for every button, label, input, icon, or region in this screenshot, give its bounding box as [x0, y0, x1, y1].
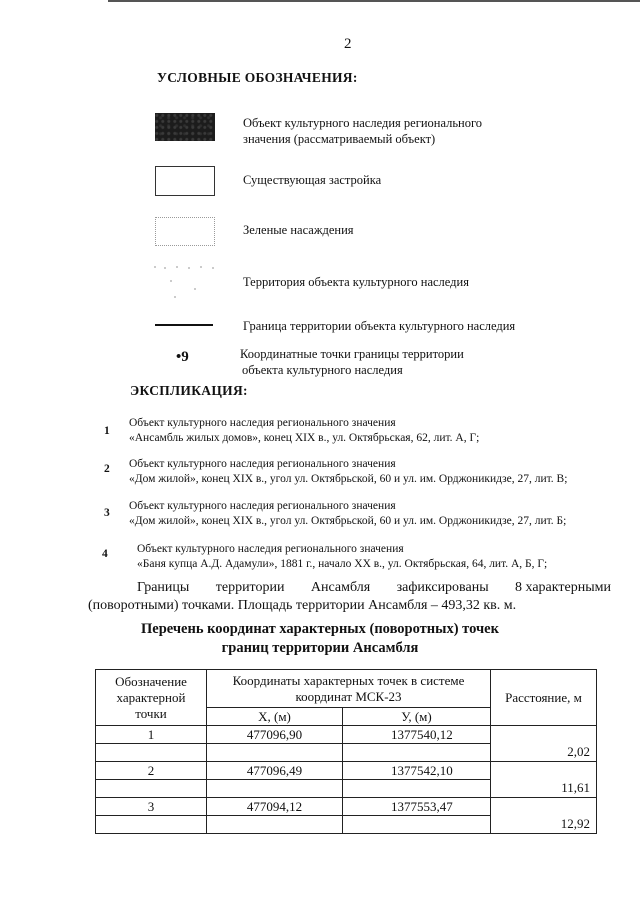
coordinates-table — [95, 669, 597, 834]
explication-number: 3 — [104, 507, 110, 519]
x-cell: 477094,12 — [207, 798, 343, 816]
y-cell: 1377540,12 — [343, 726, 491, 744]
x-cell: 477096,49 — [207, 762, 343, 780]
explication-number: 2 — [104, 463, 110, 475]
heritage-territory-swatch — [150, 262, 218, 302]
table-row — [96, 726, 597, 744]
explication-item: Объект культурного наследия регионального значения «Баня купца А.Д. Адамули», 1881 г., начало XX в., ул. Октябрьская, 64, лит. А, Б, Г; — [137, 543, 548, 570]
point-cell: 3 — [96, 798, 207, 816]
legend-item-heritage-object: Объект культурного наследия регионального значения (рассматриваемый объект) — [243, 116, 483, 146]
table-row — [96, 744, 597, 762]
existing-buildings-swatch — [155, 166, 215, 196]
distance-cell: 2,02 — [491, 744, 597, 762]
header-x: X, (м) — [207, 708, 343, 726]
paragraph-line-2: (поворотными) точками. Площадь территории Ансамбля – 493,32 кв. м. — [88, 598, 517, 613]
distance-cell: 11,61 — [491, 780, 597, 798]
table-row — [96, 816, 597, 834]
explication-item: Объект культурного наследия регионального значения «Дом жилой», конец XIX в., угол ул. Октябрьской, 60 и ул. им. Орджоникидзе, 27, лит. В; — [129, 458, 568, 485]
territory-boundary-swatch — [155, 324, 213, 326]
explication-item: Объект культурного наследия регионального значения «Ансамбль жилых домов», конец XIX в., ул. Октябрьская, 62, лит. А, Г; — [129, 417, 480, 444]
legend-item-coordinate-points: Координатные точки границы территории объекта культурного наследия — [240, 347, 464, 377]
heritage-object-swatch — [155, 113, 215, 141]
explication-heading: ЭКСПЛИКАЦИЯ: — [130, 383, 248, 398]
x-cell: 477096,90 — [207, 726, 343, 744]
table-row — [96, 762, 597, 780]
explication-number: 1 — [104, 425, 110, 437]
header-point: Обозначение характерной точки — [96, 670, 207, 726]
distance-cell: 12,92 — [491, 816, 597, 834]
header-y: У, (м) — [343, 708, 491, 726]
explication-number: 4 — [102, 548, 108, 560]
table-title: Перечень координат характерных (поворотных) точек границ территории Ансамбля — [141, 621, 499, 656]
header-distance: Расстояние, м — [491, 670, 597, 726]
legend-item-existing-buildings: Существующая застройка — [243, 173, 382, 187]
header-coordinates: Координаты характерных точек в системе координат МСК-23 — [207, 670, 491, 708]
paragraph-line-1: Границы территории Ансамбля зафиксированы 8 характерными — [137, 580, 611, 595]
explication-item: Объект культурного наследия регионального значения «Дом жилой», конец XIX в., угол ул. Октябрьской, 60 и ул. им. Орджоникидзе, 27, лит. Б; — [129, 500, 567, 527]
legend-item-green-spaces: Зеленые насаждения — [243, 223, 354, 237]
table-row — [96, 780, 597, 798]
table-row — [96, 798, 597, 816]
green-spaces-swatch — [155, 217, 215, 246]
coordinate-point-marker: •9 — [176, 349, 189, 365]
y-cell: 1377542,10 — [343, 762, 491, 780]
point-cell: 1 — [96, 726, 207, 744]
y-cell: 1377553,47 — [343, 798, 491, 816]
page-number: 2 — [344, 36, 352, 52]
top-rule — [108, 0, 640, 2]
point-cell: 2 — [96, 762, 207, 780]
legend-item-territory-boundary: Граница территории объекта культурного наследия — [243, 319, 516, 333]
legend-heading: УСЛОВНЫЕ ОБОЗНАЧЕНИЯ: — [157, 70, 358, 85]
legend-item-heritage-territory: Территория объекта культурного наследия — [243, 275, 469, 289]
